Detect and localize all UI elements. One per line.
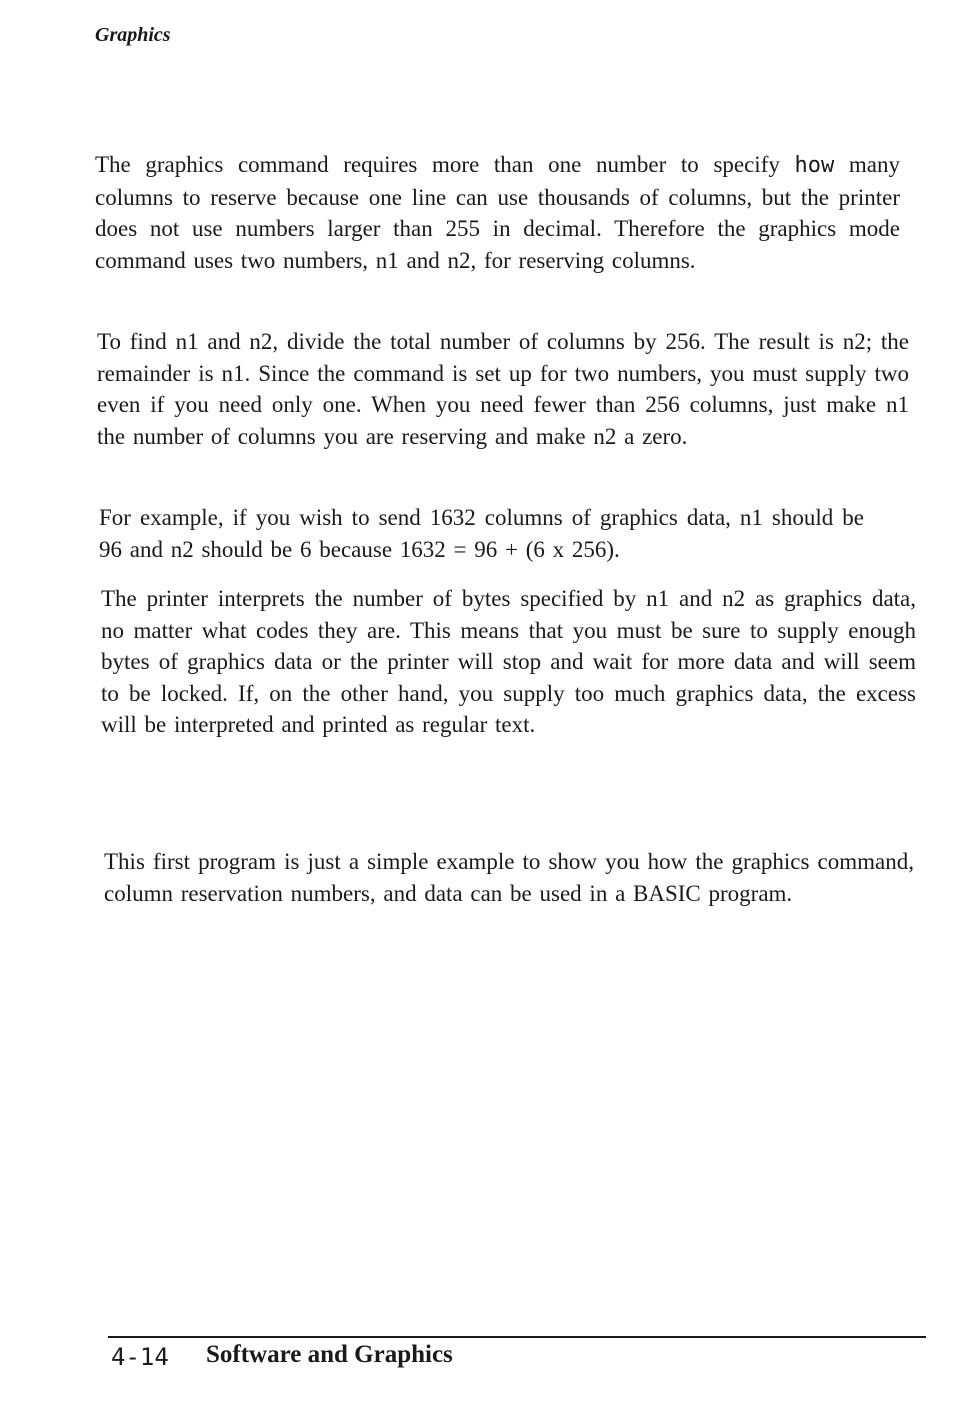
paragraph-finding-n1-n2: To find n1 and n2, divide the total number of columns by 256. The result is n2; the remainder is n1. Since the command is set up for two numbers, you must supply two even if you need only one. When you need fewer than 256 columns, just make n1 the number of columns you are reserving and make n2 a zero. (97, 329, 909, 449)
running-head: Graphics (95, 24, 171, 46)
paragraph-example: For example, if you wish to send 1632 columns of graphics data, n1 should be 96 and n2 should be 6 because 1632 = 96 + (6 x 256). (99, 505, 864, 562)
paragraph-mono-word: how (794, 153, 835, 178)
footer-rule (108, 1336, 926, 1338)
paragraph-text-continued: many columns to reserve because one line can use thousands of columns, but the printer does not use numbers larger than 255 in decimal. Therefore the graphics mode command uses two numbers, n1 and n2, for reserving columns. (95, 152, 900, 273)
page-number: 4-14 (111, 1343, 169, 1371)
paragraph-columns-reservation (95, 149, 900, 276)
paragraph-first-program: This first program is just a simple example to show you how the graphics command, column reservation numbers, and data can be used in a BASIC program. (104, 849, 914, 906)
paragraph-interpretation: The printer interprets the number of bytes specified by n1 and n2 as graphics data, no matter what codes they are. This means that you must be sure to supply enough bytes of graphics data or the printer will stop and wait for more data and will seem to be locked. If, on the other hand, you supply too much graphics data, the excess will be interpreted and printed as regular text. (101, 586, 916, 738)
paragraph-text: The graphics command requires more than one number to specify (95, 152, 795, 177)
footer-section-title: Software and Graphics (206, 1341, 453, 1368)
